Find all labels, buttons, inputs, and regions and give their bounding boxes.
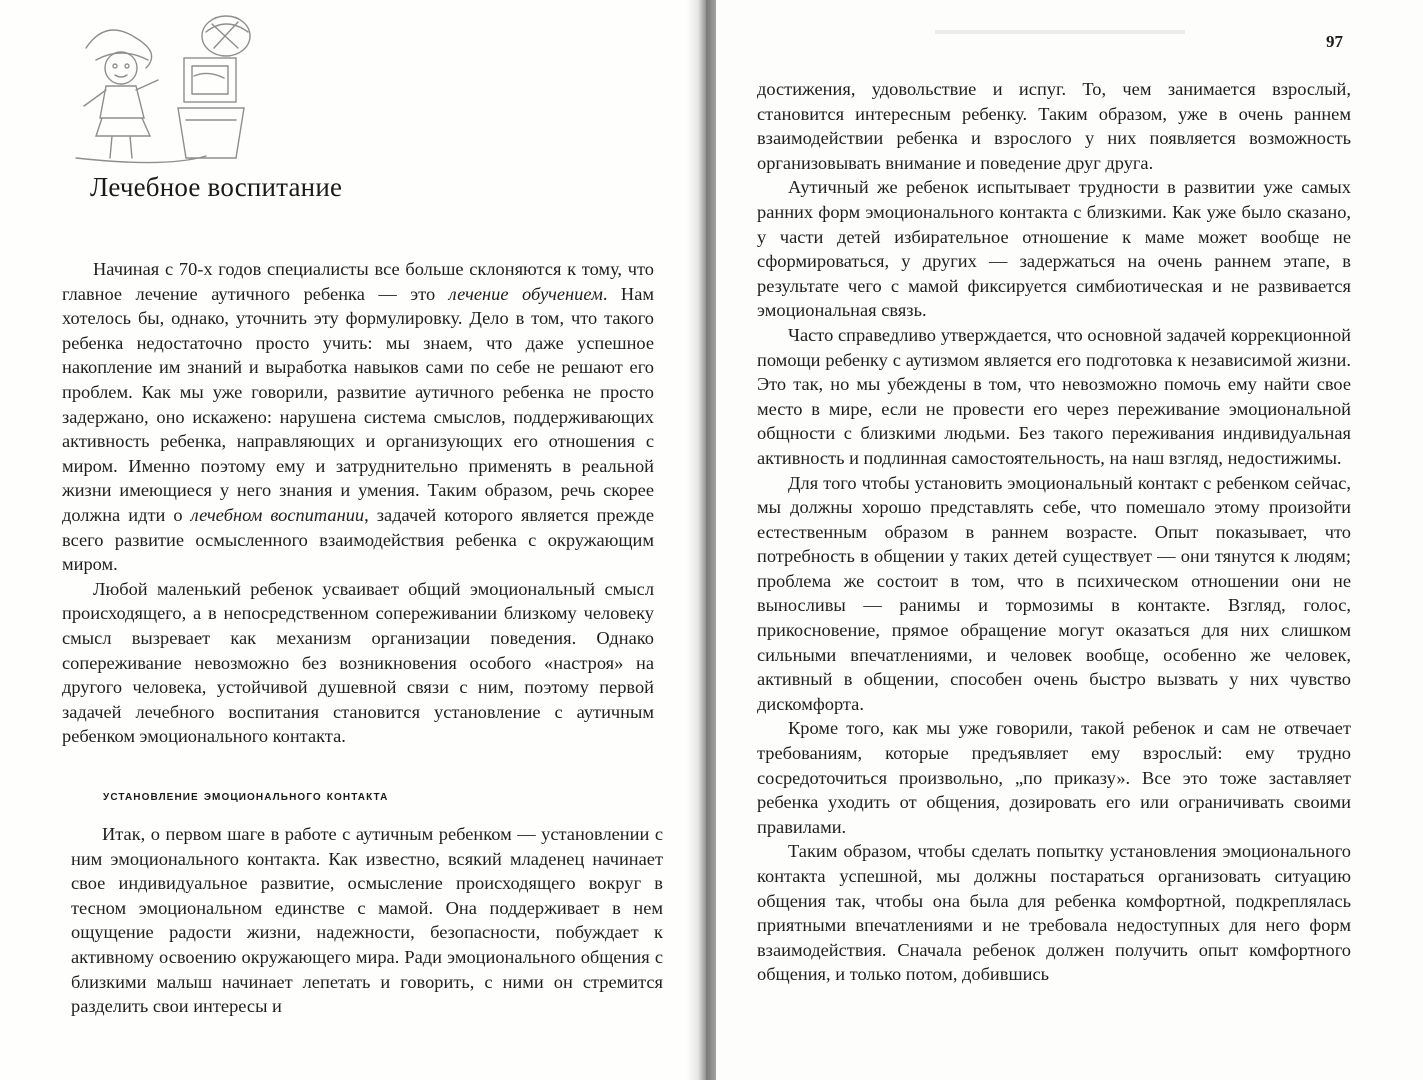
- paragraph: [62, 257, 654, 577]
- emphasis: лечебном воспитании: [190, 504, 365, 525]
- left-page: [0, 0, 700, 1080]
- paragraph: Итак, о первом шаге в работе с аутичным ребенком — установлении с ним эмоционального контакта. Как известно, всякий младенец начинает свое индивидуальное развитие, осмысление происходящего вокруг в тесном эмоциональном единстве с мамой. Она поддерживает в нем ощущение радости жизни, надежности, безопасности, побуждает к активному освоению окружающего мира. Ради эмоционального общения с близкими малыш начинает лепетать и говорить, с ними он стремится разделить свои интересы и: [71, 824, 663, 1017]
- section-heading: установление эмоционального контакта: [103, 787, 389, 803]
- paragraph: достижения, удовольствие и испуг. То, чем занимается взрослый, становится интересным ребенку. Таким образом, уже в очень раннем взаимодействии ребенка и взрослого у них появляется возможность организовывать внимание и поведение друг друга.: [757, 79, 1351, 173]
- text-run: . Нам хотелось бы, однако, уточнить эту формулировку. Дело в том, что такого ребенка недостаточно просто учить: мы знаем, что даже успешное накопление им знаний и выработка навыков сами по себе не решают его проблем. Как мы уже говорили, развитие аутичного ребенка не просто задержано, оно искажено: нарушена система смыслов, поддерживающих активность ребенка, направляющих и организующих его отношения с миром. Именно поэтому ему и затруднительно применять в реальной жизни имеющиеся у него знания и умения. Таким образом, речь скорее должна идти о: [62, 283, 654, 525]
- page-number: 97: [1326, 32, 1343, 51]
- text-run: , задачей которого является прежде всего развитие осмысленного взаимодействия ребенка с окружающим миром.: [62, 504, 655, 575]
- paragraph: Часто справедливо утверждается, что основной задачей коррекционной помощи ребенку с аутизмом является его подготовка к независимой жизни. Это так, но мы убеждены в том, что невозможно помочь ему найти свое место в мире, если не провести его через переживание эмоциональной общности с близкими людьми. Без такого переживания индивидуальная активность и подлинная самостоятельность, на наш взгляд, недостижимы.: [757, 324, 1351, 468]
- left-body-text-2: [71, 822, 663, 1019]
- emphasis: лечение обучением: [448, 283, 603, 304]
- left-body-text: [62, 257, 654, 749]
- paragraph: Кроме того, как мы уже говорили, такой ребенок и сам не отвечает требованиям, которые предъявляет ему взрослый: ему трудно сосредоточиться произвольно, „по приказу». Все это тоже заставляет ребенка уходить от общения, дозировать его или ограничивать своими правилами.: [757, 718, 1351, 837]
- paragraph: Любой маленький ребенок усваивает общий эмоциональный смысл происходящего, а в непосредственном сопереживании близкому человеку смысл вызревает как механизм организации поведения. Однако сопереживание невозможно без возникновения особого «настроя» на другого человека, устойчивой душевной связи с ним, поэтому первой задачей лечебного воспитания становится установление с аутичным ребенком эмоционального контакта.: [62, 578, 654, 747]
- paragraph: Аутичный же ребенок испытывает трудности в развитии уже самых ранних форм эмоционального контакта с близкими. Как уже было сказано, у части детей избирательное отношение к маме может вообще не сформироваться, у других — задержаться на очень раннем этапе, в результате чего с мамой фиксируется симбиотическая и не развивается эмоциональная связь.: [757, 177, 1351, 321]
- chapter-title: Лечебное воспитание: [90, 172, 343, 202]
- right-body-text: [757, 77, 1351, 987]
- child-drawing-illustration: [66, 8, 266, 173]
- paragraph: Таким образом, чтобы сделать попытку установления эмоционального контакта успешной, мы должны постараться организовать ситуацию общения так, чтобы она была для ребенка комфортной, подкреплялась приятными впечатлениями и не требовала недоступных для него форм взаимодействия. Сначала ребенок должен получить опыт комфортного общения, и только потом, добившись: [757, 841, 1351, 985]
- text-run: Начиная с 70-х годов специалисты все больше склоняются к тому, что главное лечение аутичного ребенка — это: [62, 259, 654, 304]
- print-smudge: [935, 30, 1185, 34]
- paragraph: Для того чтобы установить эмоциональный контакт с ребенком сейчас, мы должны хорошо представлять себе, что помешало этому произойти естественным образом в раннем возрасте. Опыт показывает, что потребность в общении у таких детей существует — они тянутся к людям; проблема же состоит в том, что в психическом отношении они не выносливы — ранимы и тормозимы в контакте. Взгляд, голос, прикосновение, прямое обращение могут оказаться для них слишком сильными впечатлениями, и человек вообще, особенно же человек, активный в общении, способен очень быстро вызвать у них чувство дискомфорта.: [757, 472, 1351, 714]
